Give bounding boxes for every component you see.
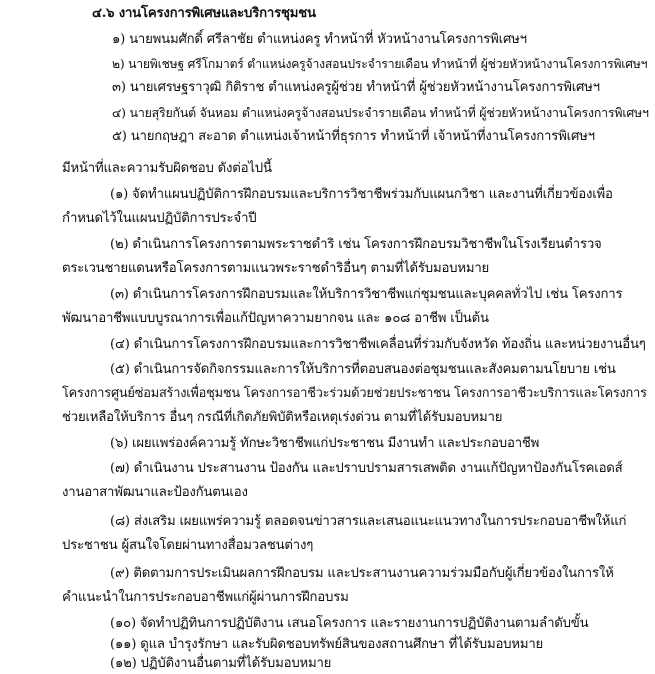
member-3: ๓) นายเศรษฐราวุฒิ กิติราช ตำแหน่งครูผู้ช่วย ทำหน้าที่ ผู้ช่วยหัวหน้างานโครงการพิเศษฯ — [112, 80, 600, 95]
duty-3-line-2: พัฒนาอาชีพแบบบูรณาการเพื่อแก้ปัญหาความยากจน และ ๑๐๘ อาชีพ เป็นต้น — [62, 311, 489, 326]
duty-3-line-1: (๓) ดำเนินการโครงการฝึกอบรมและให้บริการวิชาชีพแก่ชุมชนและบุคคลทั่วไป เช่น โครงการ — [110, 287, 623, 302]
duty-2-line-1: (๒) ดำเนินการโครงการตามพระราชดำริ เช่น โครงการฝึกอบรมวิชาชีพในโรงเรียนตำรวจ — [110, 237, 602, 252]
member-4: ๔) นายสุริยกันต์ จันหอม ตำแหน่งครูจ้างสอนประจำรายเดือน ทำหน้าที่ ผู้ช่วยหัวหน้างานโครงการพิเศษฯ — [112, 105, 649, 120]
duty-2-line-2: ตระเวนชายแดนหรือโครงการตามแนวพระราชดำริอื่นๆ ตามที่ได้รับมอบหมาย — [62, 261, 490, 276]
duty-6: (๖) เผยแพร่องค์ความรู้ ทักษะวิชาชีพแก่ประชาชน มีงานทำ และประกอบอาชีพ — [110, 436, 540, 451]
member-2: ๒) นายพิเชษฐ ศรีโกมาตร์ ตำแหน่งครูจ้างสอนประจำรายเดือน ทำหน้าที่ ผู้ช่วยหัวหน้างานโครงการพิเศษฯ — [112, 57, 648, 71]
duty-5-line-1: (๕) ดำเนินการจัดกิจกรรมและการให้บริการที่ตอบสนองต่อชุมชนและสังคมตามนโยบาย เช่น — [110, 362, 616, 377]
section-title: ๔.๖ งานโครงการพิเศษและบริการชุมชน — [92, 6, 316, 21]
duty-9-line-1: (๙) ติดตามการประเมินผลการฝึกอบรม และประสานงานความร่วมมือกับผู้เกี่ยวข้องในการให้ — [110, 566, 614, 581]
duties-heading: มีหน้าที่และความรับผิดชอบ ดังต่อไปนี้ — [62, 161, 272, 176]
duty-8-line-1: (๘) ส่งเสริม เผยแพร่ความรู้ ตลอดจนข่าวสารและเสนอแนะแนวทางในการประกอบอาชีพให้แก่ — [110, 514, 627, 529]
duty-9-line-2: คำแนะนำในการประกอบอาชีพแก่ผู้ผ่านการฝึกอบรม — [62, 590, 349, 605]
duty-10: (๑๐) จัดทำปฏิทินการปฏิบัติงาน เสนอโครงการ และรายงานการปฏิบัติงานตามลำดับขั้น — [110, 616, 589, 631]
duty-5-line-2: โครงการศูนย์ซ่อมสร้างเพื่อชุมชน โครงการอาชีวะร่วมด้วยช่วยประชาชน โครงการอาชีวะบริการและโครงการ — [62, 386, 647, 401]
member-5: ๕) นายกฤษฎา สะอาด ตำแหน่งเจ้าหน้าที่ธุรการ ทำหน้าที่ เจ้าหน้าที่งานโครงการพิเศษฯ — [112, 129, 595, 144]
duty-7-line-1: (๗) ดำเนินงาน ประสานงาน ป้องกัน และปราบปรามสารเสพติด งานแก้ปัญหาป้องกันโรคเอดส์ — [110, 461, 623, 476]
duty-7-line-2: งานอาสาพัฒนาและป้องกันตนเอง — [62, 485, 248, 500]
duty-8-line-2: ประชาชน ผู้สนใจโดยผ่านทางสื่อมวลชนต่างๆ — [62, 538, 314, 553]
member-1: ๑) นายพนมศักดิ์ ศรีลาชัย ตำแหน่งครู ทำหน้าที่ หัวหน้างานโครงการพิเศษฯ — [112, 32, 527, 47]
duty-1-line-1: (๑) จัดทำแผนปฏิบัติการฝึกอบรมและบริการวิชาชีพร่วมกับแผนกวิชา และงานที่เกี่ยวข้องเพื่อ — [110, 187, 613, 202]
duty-1-line-2: กำหนดไว้ในแผนปฏิบัติการประจำปี — [62, 211, 257, 226]
duty-11: (๑๑) ดูแล บำรุงรักษา และรับผิดชอบทรัพย์สินของสถานศึกษา ที่ได้รับมอบหมาย — [110, 637, 544, 652]
duty-5-line-3: ช่วยเหลือให้บริการ อื่นๆ กรณีที่เกิดภัยพิบัติหรือเหตุเร่งด่วน ตามที่ได้รับมอบหมาย — [62, 410, 503, 425]
duty-12: (๑๒) ปฏิบัติงานอื่นตามที่ได้รับมอบหมาย — [110, 656, 332, 671]
duty-4: (๔) ดำเนินการโครงการฝึกอบรมและการวิชาชีพเคลื่อนที่ร่วมกับจังหวัด ท้องถิ่น และหน่วยงานอื่นๆ — [110, 337, 646, 352]
